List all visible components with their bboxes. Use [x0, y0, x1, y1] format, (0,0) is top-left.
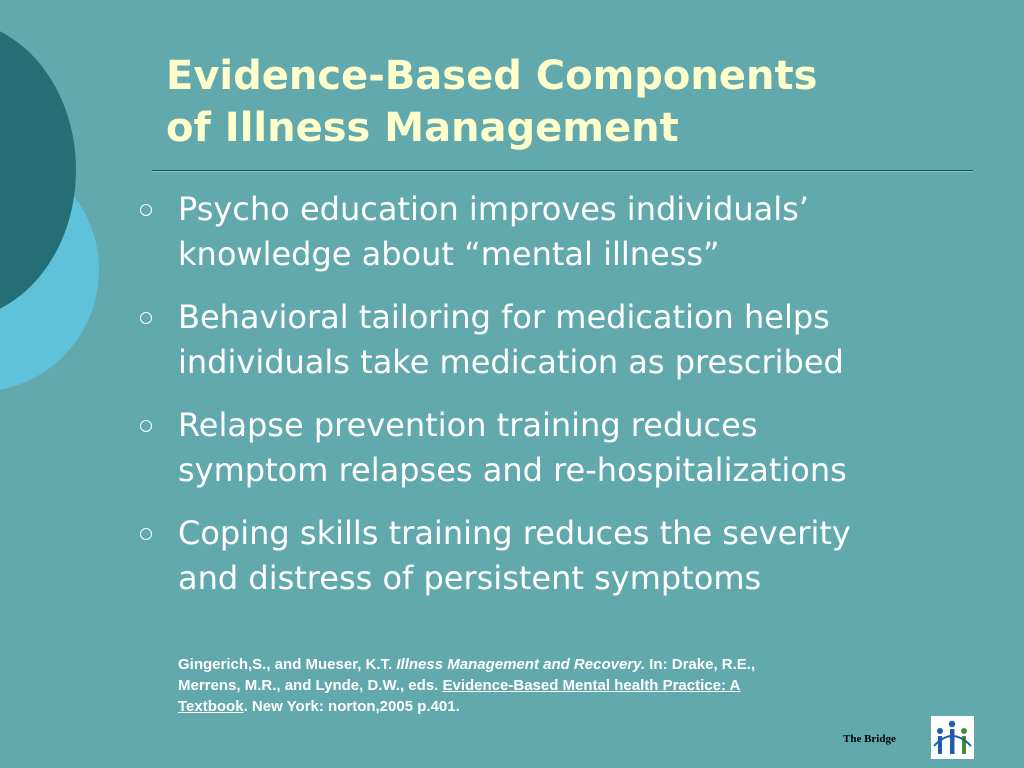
bullet-text-line-1: Coping skills training reduces the severity [178, 514, 851, 552]
bullet-text-line-1: Psycho education improves individuals’ [178, 190, 809, 228]
slide-title-line-2: of Illness Management [166, 105, 679, 151]
slide-title-line-1: Evidence-Based Components [166, 53, 818, 99]
bullet-text [178, 403, 1010, 493]
citation-publisher: . New York: norton,2005 p.401. [243, 698, 460, 715]
bullet-text-line-2: knowledge about “mental illness” [178, 235, 720, 273]
citation-line-2 [178, 675, 978, 696]
citation-editors: Merrens, M.R., and Lynde, D.W., eds. [178, 677, 443, 694]
citation [178, 654, 978, 717]
hollow-circle-bullet-icon [140, 312, 152, 324]
bullet-item-behavioral-tailoring [140, 295, 1010, 385]
bullet-item-relapse-prevention [140, 403, 1010, 493]
bullet-text-line-2: individuals take medication as prescribed [178, 343, 844, 381]
bullet-text-line-1: Relapse prevention training reduces [178, 406, 758, 444]
citation-in-text: In: Drake, R.E., [645, 656, 756, 673]
bullet-text [178, 511, 1010, 601]
hollow-circle-bullet-icon [140, 420, 152, 432]
bullet-text [178, 187, 1010, 277]
bullet-text-line-2: symptom relapses and re-hospitalizations [178, 451, 847, 489]
slide-title [166, 50, 817, 154]
bullet-text [178, 295, 1010, 385]
footer-label: The Bridge [843, 733, 896, 745]
citation-volume-title-part-1: Evidence-Based Mental health Practice: A [442, 677, 741, 694]
hollow-circle-bullet-icon [140, 204, 152, 216]
bullet-text-line-2: and distress of persistent symptoms [178, 559, 762, 597]
citation-authors: Gingerich,S., and Mueser, K.T. [178, 656, 397, 673]
bullet-text-line-1: Behavioral tailoring for medication helps [178, 298, 830, 336]
title-divider [152, 170, 973, 172]
the-bridge-logo-icon [931, 716, 974, 759]
citation-volume-title-part-2: Textbook [178, 698, 244, 715]
citation-line-1 [178, 654, 978, 675]
hollow-circle-bullet-icon [140, 528, 152, 540]
bullet-item-coping-skills [140, 511, 1010, 601]
citation-line-3 [178, 696, 978, 717]
citation-book-title: Illness Management and Recovery. [396, 656, 646, 673]
bullet-list [140, 187, 1010, 619]
bullet-item-psycho-education [140, 187, 1010, 277]
